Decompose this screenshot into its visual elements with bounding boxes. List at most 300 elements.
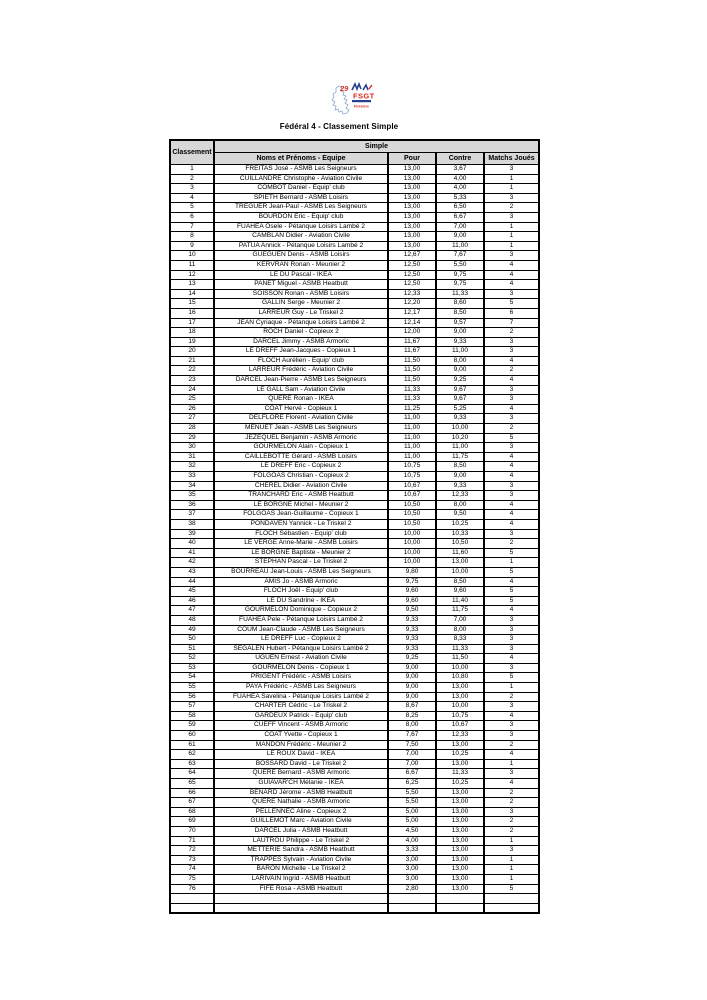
name-cell: CAILLEBOTTE Gérard - ASMB Loisirs bbox=[214, 452, 388, 462]
rank-cell: 64 bbox=[170, 769, 214, 779]
contre-cell: 9,00 bbox=[436, 328, 484, 338]
name-cell: CUILLANDRE Christophe - Aviation Civile bbox=[214, 174, 388, 184]
pour-cell: 11,00 bbox=[388, 433, 436, 443]
matchs-cell: 3 bbox=[484, 846, 539, 856]
contre-cell: 9,33 bbox=[436, 337, 484, 347]
matchs-cell: 3 bbox=[484, 212, 539, 222]
pour-cell: 9,00 bbox=[388, 683, 436, 693]
pour-cell: 13,00 bbox=[388, 184, 436, 194]
pour-cell: 11,00 bbox=[388, 414, 436, 424]
contre-cell: 7,00 bbox=[436, 615, 484, 625]
name-cell: GOURMELON Alain - Copieux 1 bbox=[214, 443, 388, 453]
contre-cell bbox=[436, 903, 484, 913]
table-row bbox=[170, 884, 539, 894]
pour-cell: 7,00 bbox=[388, 750, 436, 760]
pour-cell: 11,33 bbox=[388, 385, 436, 395]
table-row bbox=[170, 184, 539, 194]
table-row bbox=[170, 625, 539, 635]
matchs-cell: 1 bbox=[484, 222, 539, 232]
contre-cell: 8,60 bbox=[436, 299, 484, 309]
contre-cell bbox=[436, 894, 484, 904]
table-row bbox=[170, 817, 539, 827]
rank-cell: 33 bbox=[170, 472, 214, 482]
pour-cell: 8,67 bbox=[388, 702, 436, 712]
pour-cell: 10,67 bbox=[388, 491, 436, 501]
rank-cell: 57 bbox=[170, 702, 214, 712]
rank-cell: 16 bbox=[170, 308, 214, 318]
rank-cell: 3 bbox=[170, 184, 214, 194]
name-cell: LARREUR Guy - Le Triskel 2 bbox=[214, 308, 388, 318]
pour-cell: 7,00 bbox=[388, 759, 436, 769]
rank-cell: 74 bbox=[170, 865, 214, 875]
name-cell: LE DREFF Eric - Copieux 2 bbox=[214, 462, 388, 472]
pour-cell: 13,00 bbox=[388, 165, 436, 175]
matchs-cell: 4 bbox=[484, 260, 539, 270]
name-cell: BOSSARD David - Le Triskel 2 bbox=[214, 759, 388, 769]
rank-cell: 66 bbox=[170, 788, 214, 798]
matchs-cell: 1 bbox=[484, 855, 539, 865]
rank-cell: 21 bbox=[170, 356, 214, 366]
contre-cell: 3,67 bbox=[436, 165, 484, 175]
table-row bbox=[170, 203, 539, 213]
pour-cell: 13,00 bbox=[388, 241, 436, 251]
name-cell: MENUET Jean - ASMB Les Seigneurs bbox=[214, 424, 388, 434]
rank-cell: 39 bbox=[170, 529, 214, 539]
matchs-cell: 2 bbox=[484, 203, 539, 213]
table-row bbox=[170, 663, 539, 673]
name-cell: LE ROUX David - IKEA bbox=[214, 750, 388, 760]
rank-cell: 30 bbox=[170, 443, 214, 453]
contre-cell: 9,67 bbox=[436, 395, 484, 405]
matchs-cell: 1 bbox=[484, 184, 539, 194]
matchs-cell: 4 bbox=[484, 280, 539, 290]
rank-cell: 24 bbox=[170, 385, 214, 395]
rank-cell: 32 bbox=[170, 462, 214, 472]
matchs-cell: 3 bbox=[484, 414, 539, 424]
table-body bbox=[170, 165, 539, 914]
table-row bbox=[170, 491, 539, 501]
matchs-cell: 5 bbox=[484, 548, 539, 558]
pour-cell: 9,60 bbox=[388, 596, 436, 606]
pour-cell: 11,00 bbox=[388, 443, 436, 453]
pour-cell: 10,50 bbox=[388, 500, 436, 510]
table-row bbox=[170, 481, 539, 491]
name-cell: FUAHEA Osele - Pétanque Loisirs Lambé 2 bbox=[214, 222, 388, 232]
contre-cell: 8,00 bbox=[436, 356, 484, 366]
pour-cell: 11,67 bbox=[388, 337, 436, 347]
pour-cell: 3,33 bbox=[388, 846, 436, 856]
contre-cell: 9,75 bbox=[436, 270, 484, 280]
pour-cell: 13,00 bbox=[388, 222, 436, 232]
table-row bbox=[170, 251, 539, 261]
matchs-cell: 2 bbox=[484, 328, 539, 338]
contre-cell: 10,75 bbox=[436, 711, 484, 721]
contre-cell: 13,00 bbox=[436, 817, 484, 827]
table-row bbox=[170, 702, 539, 712]
name-cell: GUIAVAR'CH Mélanie - IKEA bbox=[214, 779, 388, 789]
matchs-cell: 1 bbox=[484, 759, 539, 769]
contre-cell: 13,00 bbox=[436, 759, 484, 769]
name-cell: GOURMELON Denis - Copieux 1 bbox=[214, 663, 388, 673]
matchs-cell: 4 bbox=[484, 500, 539, 510]
rank-cell: 4 bbox=[170, 193, 214, 203]
pour-cell: 13,00 bbox=[388, 212, 436, 222]
name-cell: SOISSON Ronan - ASMB Loisirs bbox=[214, 289, 388, 299]
table-row bbox=[170, 222, 539, 232]
pour-cell: 3,00 bbox=[388, 874, 436, 884]
matchs-cell: 2 bbox=[484, 826, 539, 836]
table-row bbox=[170, 347, 539, 357]
table-row bbox=[170, 452, 539, 462]
matchs-cell: 3 bbox=[484, 721, 539, 731]
logo-department-text: Finistère bbox=[354, 104, 369, 109]
pour-cell: 10,75 bbox=[388, 462, 436, 472]
table-row bbox=[170, 711, 539, 721]
column-header-matchs-joues: Matchs Joués bbox=[484, 153, 539, 165]
table-row bbox=[170, 366, 539, 376]
rank-cell: 34 bbox=[170, 481, 214, 491]
table-row bbox=[170, 606, 539, 616]
rank-cell: 27 bbox=[170, 414, 214, 424]
contre-cell: 8,50 bbox=[436, 462, 484, 472]
matchs-cell: 2 bbox=[484, 692, 539, 702]
contre-cell: 8,33 bbox=[436, 635, 484, 645]
rank-cell: 50 bbox=[170, 635, 214, 645]
name-cell: LE BORGNE Baptiste - Meunier 2 bbox=[214, 548, 388, 558]
rank-cell: 73 bbox=[170, 855, 214, 865]
pour-cell: 10,50 bbox=[388, 510, 436, 520]
matchs-cell: 1 bbox=[484, 865, 539, 875]
rank-cell: 14 bbox=[170, 289, 214, 299]
contre-cell: 4,00 bbox=[436, 174, 484, 184]
matchs-cell: 4 bbox=[484, 452, 539, 462]
table-row bbox=[170, 519, 539, 529]
table-row bbox=[170, 443, 539, 453]
rank-cell: 42 bbox=[170, 558, 214, 568]
table-row bbox=[170, 433, 539, 443]
contre-cell: 9,50 bbox=[436, 510, 484, 520]
pour-cell: 5,00 bbox=[388, 817, 436, 827]
pour-cell: 11,00 bbox=[388, 424, 436, 434]
pour-cell: 12,17 bbox=[388, 308, 436, 318]
contre-cell: 13,00 bbox=[436, 865, 484, 875]
name-cell: TRANCHARD Eric - ASMB Heatbutt bbox=[214, 491, 388, 501]
name-cell: BENARD Jérome - ASMB Heatbutt bbox=[214, 788, 388, 798]
table-row bbox=[170, 692, 539, 702]
page-title: Fédéral 4 - Classement Simple bbox=[279, 122, 399, 131]
matchs-cell: 2 bbox=[484, 740, 539, 750]
table-row bbox=[170, 424, 539, 434]
contre-cell: 10,00 bbox=[436, 567, 484, 577]
rank-cell: 37 bbox=[170, 510, 214, 520]
name-cell: FLOCH Joël - Equip' club bbox=[214, 587, 388, 597]
pour-cell: 9,33 bbox=[388, 615, 436, 625]
rank-cell: 60 bbox=[170, 731, 214, 741]
name-cell: PANET Miguel - ASMB Heatbutt bbox=[214, 280, 388, 290]
rank-cell: 49 bbox=[170, 625, 214, 635]
rank-cell: 13 bbox=[170, 280, 214, 290]
logo-region-number: 29 bbox=[340, 84, 349, 93]
pour-cell: 10,00 bbox=[388, 548, 436, 558]
name-cell: LARIVAIN Ingrid - ASMB Heatbutt bbox=[214, 874, 388, 884]
pour-cell: 9,00 bbox=[388, 663, 436, 673]
table-row bbox=[170, 376, 539, 386]
matchs-cell: 3 bbox=[484, 385, 539, 395]
contre-cell: 10,50 bbox=[436, 539, 484, 549]
name-cell: COMBOT Daniel - Equip' club bbox=[214, 184, 388, 194]
contre-cell: 10,25 bbox=[436, 519, 484, 529]
table-row bbox=[170, 289, 539, 299]
table-row bbox=[170, 500, 539, 510]
name-cell: JEZEQUEL Benjamin - ASMB Armoric bbox=[214, 433, 388, 443]
rank-cell: 29 bbox=[170, 433, 214, 443]
rank-cell: 67 bbox=[170, 798, 214, 808]
contre-cell: 11,40 bbox=[436, 596, 484, 606]
pour-cell: 9,00 bbox=[388, 673, 436, 683]
matchs-cell: 7 bbox=[484, 318, 539, 328]
contre-cell: 13,00 bbox=[436, 874, 484, 884]
table-row bbox=[170, 241, 539, 251]
rank-cell: 54 bbox=[170, 673, 214, 683]
contre-cell: 7,00 bbox=[436, 222, 484, 232]
matchs-cell: 3 bbox=[484, 347, 539, 357]
table-row bbox=[170, 318, 539, 328]
contre-cell: 7,67 bbox=[436, 251, 484, 261]
matchs-cell: 3 bbox=[484, 529, 539, 539]
name-cell: METTERIE Sandra - ASMB Heatbutt bbox=[214, 846, 388, 856]
pour-cell: 11,25 bbox=[388, 404, 436, 414]
rank-cell: 44 bbox=[170, 577, 214, 587]
contre-cell: 5,33 bbox=[436, 193, 484, 203]
contre-cell: 11,75 bbox=[436, 452, 484, 462]
name-cell: GALLIN Serge - Meunier 2 bbox=[214, 299, 388, 309]
name-cell: FREITAS José - ASMB Les Seigneurs bbox=[214, 165, 388, 175]
rank-cell: 47 bbox=[170, 606, 214, 616]
pour-cell: 4,50 bbox=[388, 826, 436, 836]
table-row bbox=[170, 769, 539, 779]
rank-cell: 46 bbox=[170, 596, 214, 606]
name-cell: BOURDON Eric - Equip' club bbox=[214, 212, 388, 222]
matchs-cell: 1 bbox=[484, 683, 539, 693]
table-row bbox=[170, 683, 539, 693]
rank-cell: 52 bbox=[170, 654, 214, 664]
rank-cell: 7 bbox=[170, 222, 214, 232]
name-cell: PATUA Annick - Pétanque Loisirs Lambé 2 bbox=[214, 241, 388, 251]
rank-cell: 62 bbox=[170, 750, 214, 760]
name-cell: DARCEL Julia - ASMB Heatbutt bbox=[214, 826, 388, 836]
pour-cell: 8,00 bbox=[388, 721, 436, 731]
table-row bbox=[170, 193, 539, 203]
table-row bbox=[170, 404, 539, 414]
pour-cell: 12,00 bbox=[388, 328, 436, 338]
pour-cell: 9,25 bbox=[388, 654, 436, 664]
pour-cell: 9,75 bbox=[388, 577, 436, 587]
contre-cell: 10,67 bbox=[436, 721, 484, 731]
contre-cell: 11,60 bbox=[436, 548, 484, 558]
contre-cell: 13,00 bbox=[436, 884, 484, 894]
contre-cell: 6,67 bbox=[436, 212, 484, 222]
contre-cell: 6,50 bbox=[436, 203, 484, 213]
matchs-cell: 2 bbox=[484, 788, 539, 798]
contre-cell: 10,25 bbox=[436, 779, 484, 789]
matchs-cell: 4 bbox=[484, 750, 539, 760]
rank-cell: 69 bbox=[170, 817, 214, 827]
matchs-cell bbox=[484, 894, 539, 904]
table-row bbox=[170, 328, 539, 338]
pour-cell: 9,60 bbox=[388, 587, 436, 597]
contre-cell: 13,00 bbox=[436, 826, 484, 836]
pour-cell: 10,00 bbox=[388, 539, 436, 549]
table-row bbox=[170, 644, 539, 654]
matchs-cell: 4 bbox=[484, 270, 539, 280]
table-row bbox=[170, 721, 539, 731]
rank-cell: 9 bbox=[170, 241, 214, 251]
pour-cell: 11,00 bbox=[388, 452, 436, 462]
pour-cell: 11,33 bbox=[388, 395, 436, 405]
rank-cell: 20 bbox=[170, 347, 214, 357]
name-cell: AMIS Jo - ASMB Armoric bbox=[214, 577, 388, 587]
matchs-cell: 1 bbox=[484, 874, 539, 884]
contre-cell: 8,00 bbox=[436, 500, 484, 510]
rank-cell: 58 bbox=[170, 711, 214, 721]
rank-cell: 28 bbox=[170, 424, 214, 434]
rank-cell: 70 bbox=[170, 826, 214, 836]
table-row bbox=[170, 548, 539, 558]
matchs-cell: 5 bbox=[484, 433, 539, 443]
rank-cell: 15 bbox=[170, 299, 214, 309]
pour-cell: 7,67 bbox=[388, 731, 436, 741]
matchs-cell: 4 bbox=[484, 654, 539, 664]
table-row bbox=[170, 740, 539, 750]
matchs-cell: 3 bbox=[484, 491, 539, 501]
matchs-cell: 1 bbox=[484, 558, 539, 568]
rank-cell: 31 bbox=[170, 452, 214, 462]
empty-table-row bbox=[170, 903, 539, 913]
contre-cell: 5,25 bbox=[436, 404, 484, 414]
name-cell: FOLGOAS Jean-Guillaume - Copieux 1 bbox=[214, 510, 388, 520]
rank-cell: 75 bbox=[170, 874, 214, 884]
table-row bbox=[170, 587, 539, 597]
table-row bbox=[170, 472, 539, 482]
logo-federation-text: FSGT bbox=[353, 91, 375, 101]
matchs-cell: 4 bbox=[484, 472, 539, 482]
name-cell: GARDEUX Patrick - Equip' club bbox=[214, 711, 388, 721]
rank-cell: 36 bbox=[170, 500, 214, 510]
pour-cell: 11,67 bbox=[388, 347, 436, 357]
matchs-cell: 1 bbox=[484, 836, 539, 846]
pour-cell: 13,00 bbox=[388, 232, 436, 242]
contre-cell: 13,00 bbox=[436, 692, 484, 702]
matchs-cell: 3 bbox=[484, 663, 539, 673]
contre-cell: 11,00 bbox=[436, 241, 484, 251]
matchs-cell: 3 bbox=[484, 289, 539, 299]
pour-cell: 4,00 bbox=[388, 836, 436, 846]
matchs-cell: 3 bbox=[484, 443, 539, 453]
name-cell: QUERE Ronan - IKEA bbox=[214, 395, 388, 405]
pour-cell: 3,00 bbox=[388, 855, 436, 865]
name-cell: CHARTER Cédric - Le Triskel 2 bbox=[214, 702, 388, 712]
table-row bbox=[170, 673, 539, 683]
pour-cell: 9,00 bbox=[388, 692, 436, 702]
name-cell: LE BORGNE Michel - Meunier 2 bbox=[214, 500, 388, 510]
name-cell: LARREUR Frédéric - Aviation Civile bbox=[214, 366, 388, 376]
name-cell: FIFE Rosa - ASMB Heatbutt bbox=[214, 884, 388, 894]
matchs-cell: 4 bbox=[484, 356, 539, 366]
contre-cell: 8,50 bbox=[436, 577, 484, 587]
matchs-cell: 3 bbox=[484, 635, 539, 645]
name-cell: PRIGENT Frédéric - ASMB Loisirs bbox=[214, 673, 388, 683]
matchs-cell: 5 bbox=[484, 587, 539, 597]
name-cell: FLOCH Sébastien - Equip' club bbox=[214, 529, 388, 539]
pour-cell: 10,67 bbox=[388, 481, 436, 491]
rank-cell: 45 bbox=[170, 587, 214, 597]
matchs-cell: 3 bbox=[484, 615, 539, 625]
table-row bbox=[170, 558, 539, 568]
matchs-cell: 1 bbox=[484, 232, 539, 242]
pour-cell: 11,50 bbox=[388, 356, 436, 366]
rank-cell: 1 bbox=[170, 165, 214, 175]
matchs-cell: 5 bbox=[484, 567, 539, 577]
name-cell: CAMBLAN Didier - Aviation Civile bbox=[214, 232, 388, 242]
table-row bbox=[170, 567, 539, 577]
table-row bbox=[170, 874, 539, 884]
name-cell: QUERE Nathalie - ASMB Armoric bbox=[214, 798, 388, 808]
matchs-cell: 2 bbox=[484, 539, 539, 549]
rank-cell: 5 bbox=[170, 203, 214, 213]
pour-cell: 12,20 bbox=[388, 299, 436, 309]
contre-cell: 12,33 bbox=[436, 491, 484, 501]
pour-cell: 12,50 bbox=[388, 270, 436, 280]
rank-cell: 23 bbox=[170, 376, 214, 386]
rank-cell: 22 bbox=[170, 366, 214, 376]
name-cell: GOURMELON Dominique - Copieux 2 bbox=[214, 606, 388, 616]
contre-cell: 13,00 bbox=[436, 788, 484, 798]
rank-cell: 11 bbox=[170, 260, 214, 270]
contre-cell: 9,00 bbox=[436, 232, 484, 242]
matchs-cell: 4 bbox=[484, 404, 539, 414]
rank-cell: 59 bbox=[170, 721, 214, 731]
matchs-cell: 3 bbox=[484, 807, 539, 817]
name-cell: BOURREAU Jean-Louis - ASMB Les Seigneurs bbox=[214, 567, 388, 577]
rank-cell: 43 bbox=[170, 567, 214, 577]
name-cell: KERVRAN Ronan - Meunier 2 bbox=[214, 260, 388, 270]
table-row bbox=[170, 750, 539, 760]
matchs-cell: 5 bbox=[484, 596, 539, 606]
contre-cell: 11,00 bbox=[436, 347, 484, 357]
matchs-cell: 6 bbox=[484, 308, 539, 318]
name-cell: DELFLORE Florent - Aviation Civile bbox=[214, 414, 388, 424]
matchs-cell: 4 bbox=[484, 606, 539, 616]
rank-cell: 76 bbox=[170, 884, 214, 894]
name-cell: ROCH Daniel - Copieux 2 bbox=[214, 328, 388, 338]
table-row bbox=[170, 788, 539, 798]
rank-cell: 6 bbox=[170, 212, 214, 222]
table-row bbox=[170, 731, 539, 741]
table-row bbox=[170, 395, 539, 405]
table-row bbox=[170, 232, 539, 242]
name-cell: LE GALL Sam - Aviation Civile bbox=[214, 385, 388, 395]
matchs-cell: 5 bbox=[484, 673, 539, 683]
matchs-cell: 4 bbox=[484, 510, 539, 520]
pour-cell: 9,80 bbox=[388, 567, 436, 577]
table-row bbox=[170, 836, 539, 846]
name-cell: CUEFF Vincent - ASMB Armoric bbox=[214, 721, 388, 731]
pour-cell: 13,00 bbox=[388, 174, 436, 184]
table-row bbox=[170, 308, 539, 318]
rank-cell: 10 bbox=[170, 251, 214, 261]
contre-cell: 12,33 bbox=[436, 731, 484, 741]
name-cell: SEGALEN Hubert - Pétanque Loisirs Lambé 2 bbox=[214, 644, 388, 654]
